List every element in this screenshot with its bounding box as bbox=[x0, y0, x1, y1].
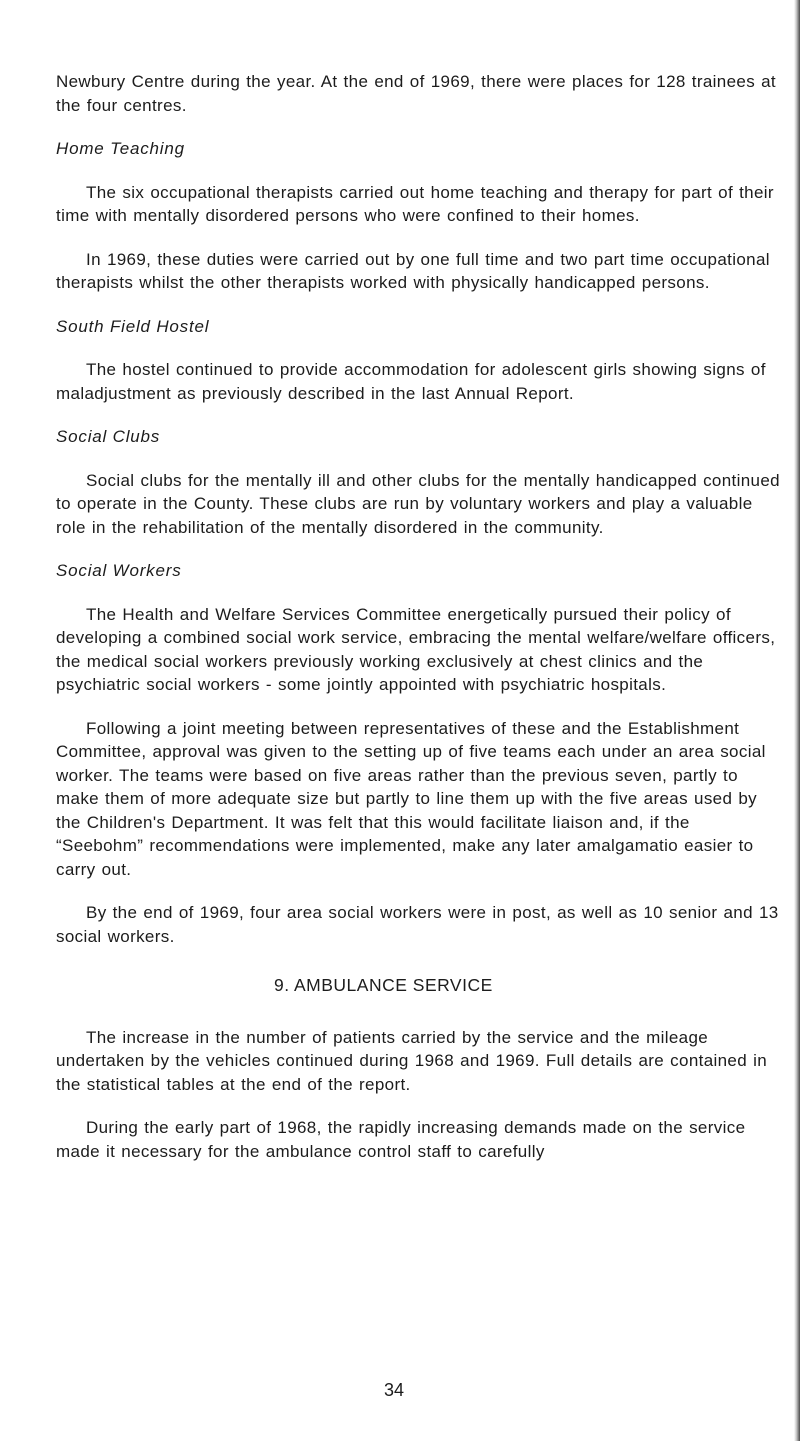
heading-home-teaching: Home Teaching bbox=[56, 139, 185, 158]
paragraph-social-workers-1: The Health and Welfare Services Committee energetically pursued their policy of developing a combined social work service, embracing the mental welfare/welfare officers, the medical social workers previously working exclusively at chest clinics and the psychiatric social workers - some jointly appointed with psychiatric hospitals. bbox=[56, 604, 776, 694]
heading-social-clubs: Social Clubs bbox=[56, 427, 161, 446]
paragraph-social-workers-3: By the end of 1969, four area social workers were in post, as well as 10 senior and 13 social workers. bbox=[56, 903, 779, 946]
paragraph-hostel: The hostel continued to provide accommodation for adolescent girls showing signs of maladjustment as previously described in the last Annual Report. bbox=[56, 360, 766, 403]
page-content bbox=[56, 70, 796, 1183]
paragraph-ambulance-1: The increase in the number of patients carried by the service and the mileage undertaken by the vehicles continued during 1968 and 1969. Full details are contained in the statistical tables at the end of the report. bbox=[56, 1027, 768, 1094]
section-title-ambulance: 9. AMBULANCE SERVICE bbox=[274, 975, 493, 995]
paragraph-social-workers-2: Following a joint meeting between representatives of these and the Establishment Committee, approval was given to the setting up of five teams each under an area social worker. The teams were based on five areas rather than the previous seven, partly to make them of more adequate size but partly to line them up with the five areas used by the Children's Department. It was felt that this would facilitate liaison and, if the “Seebohm” recommendations were implemented, make any later amalgamatio easier to carry out. bbox=[56, 718, 766, 879]
heading-south-field-hostel: South Field Hostel bbox=[56, 316, 210, 336]
page-number: 34 bbox=[384, 1380, 405, 1400]
paragraph-social-clubs: Social clubs for the mentally ill and other clubs for the mentally handicapped continued to operate in the County. These clubs are run by voluntary workers and play a valuable role in the rehabilitation of the mentally disordered in the community. bbox=[56, 470, 780, 537]
paragraph-home-teaching-2: In 1969, these duties were carried out by one full time and two part time occupational therapists whilst the other therapists worked with physically handicapped persons. bbox=[56, 249, 770, 292]
continued-paragraph: Newbury Centre during the year. At the end of 1969, there were places for 128 trainees at the four centres. bbox=[56, 72, 777, 115]
heading-social-workers: Social Workers bbox=[56, 561, 182, 580]
paragraph-home-teaching-1: The six occupational therapists carried out home teaching and therapy for part of their time with mentally disordered persons who were confined to their homes. bbox=[56, 182, 774, 225]
paragraph-ambulance-2: During the early part of 1968, the rapidly increasing demands made on the service made it necessary for the ambulance control staff to carefully bbox=[56, 1118, 746, 1161]
